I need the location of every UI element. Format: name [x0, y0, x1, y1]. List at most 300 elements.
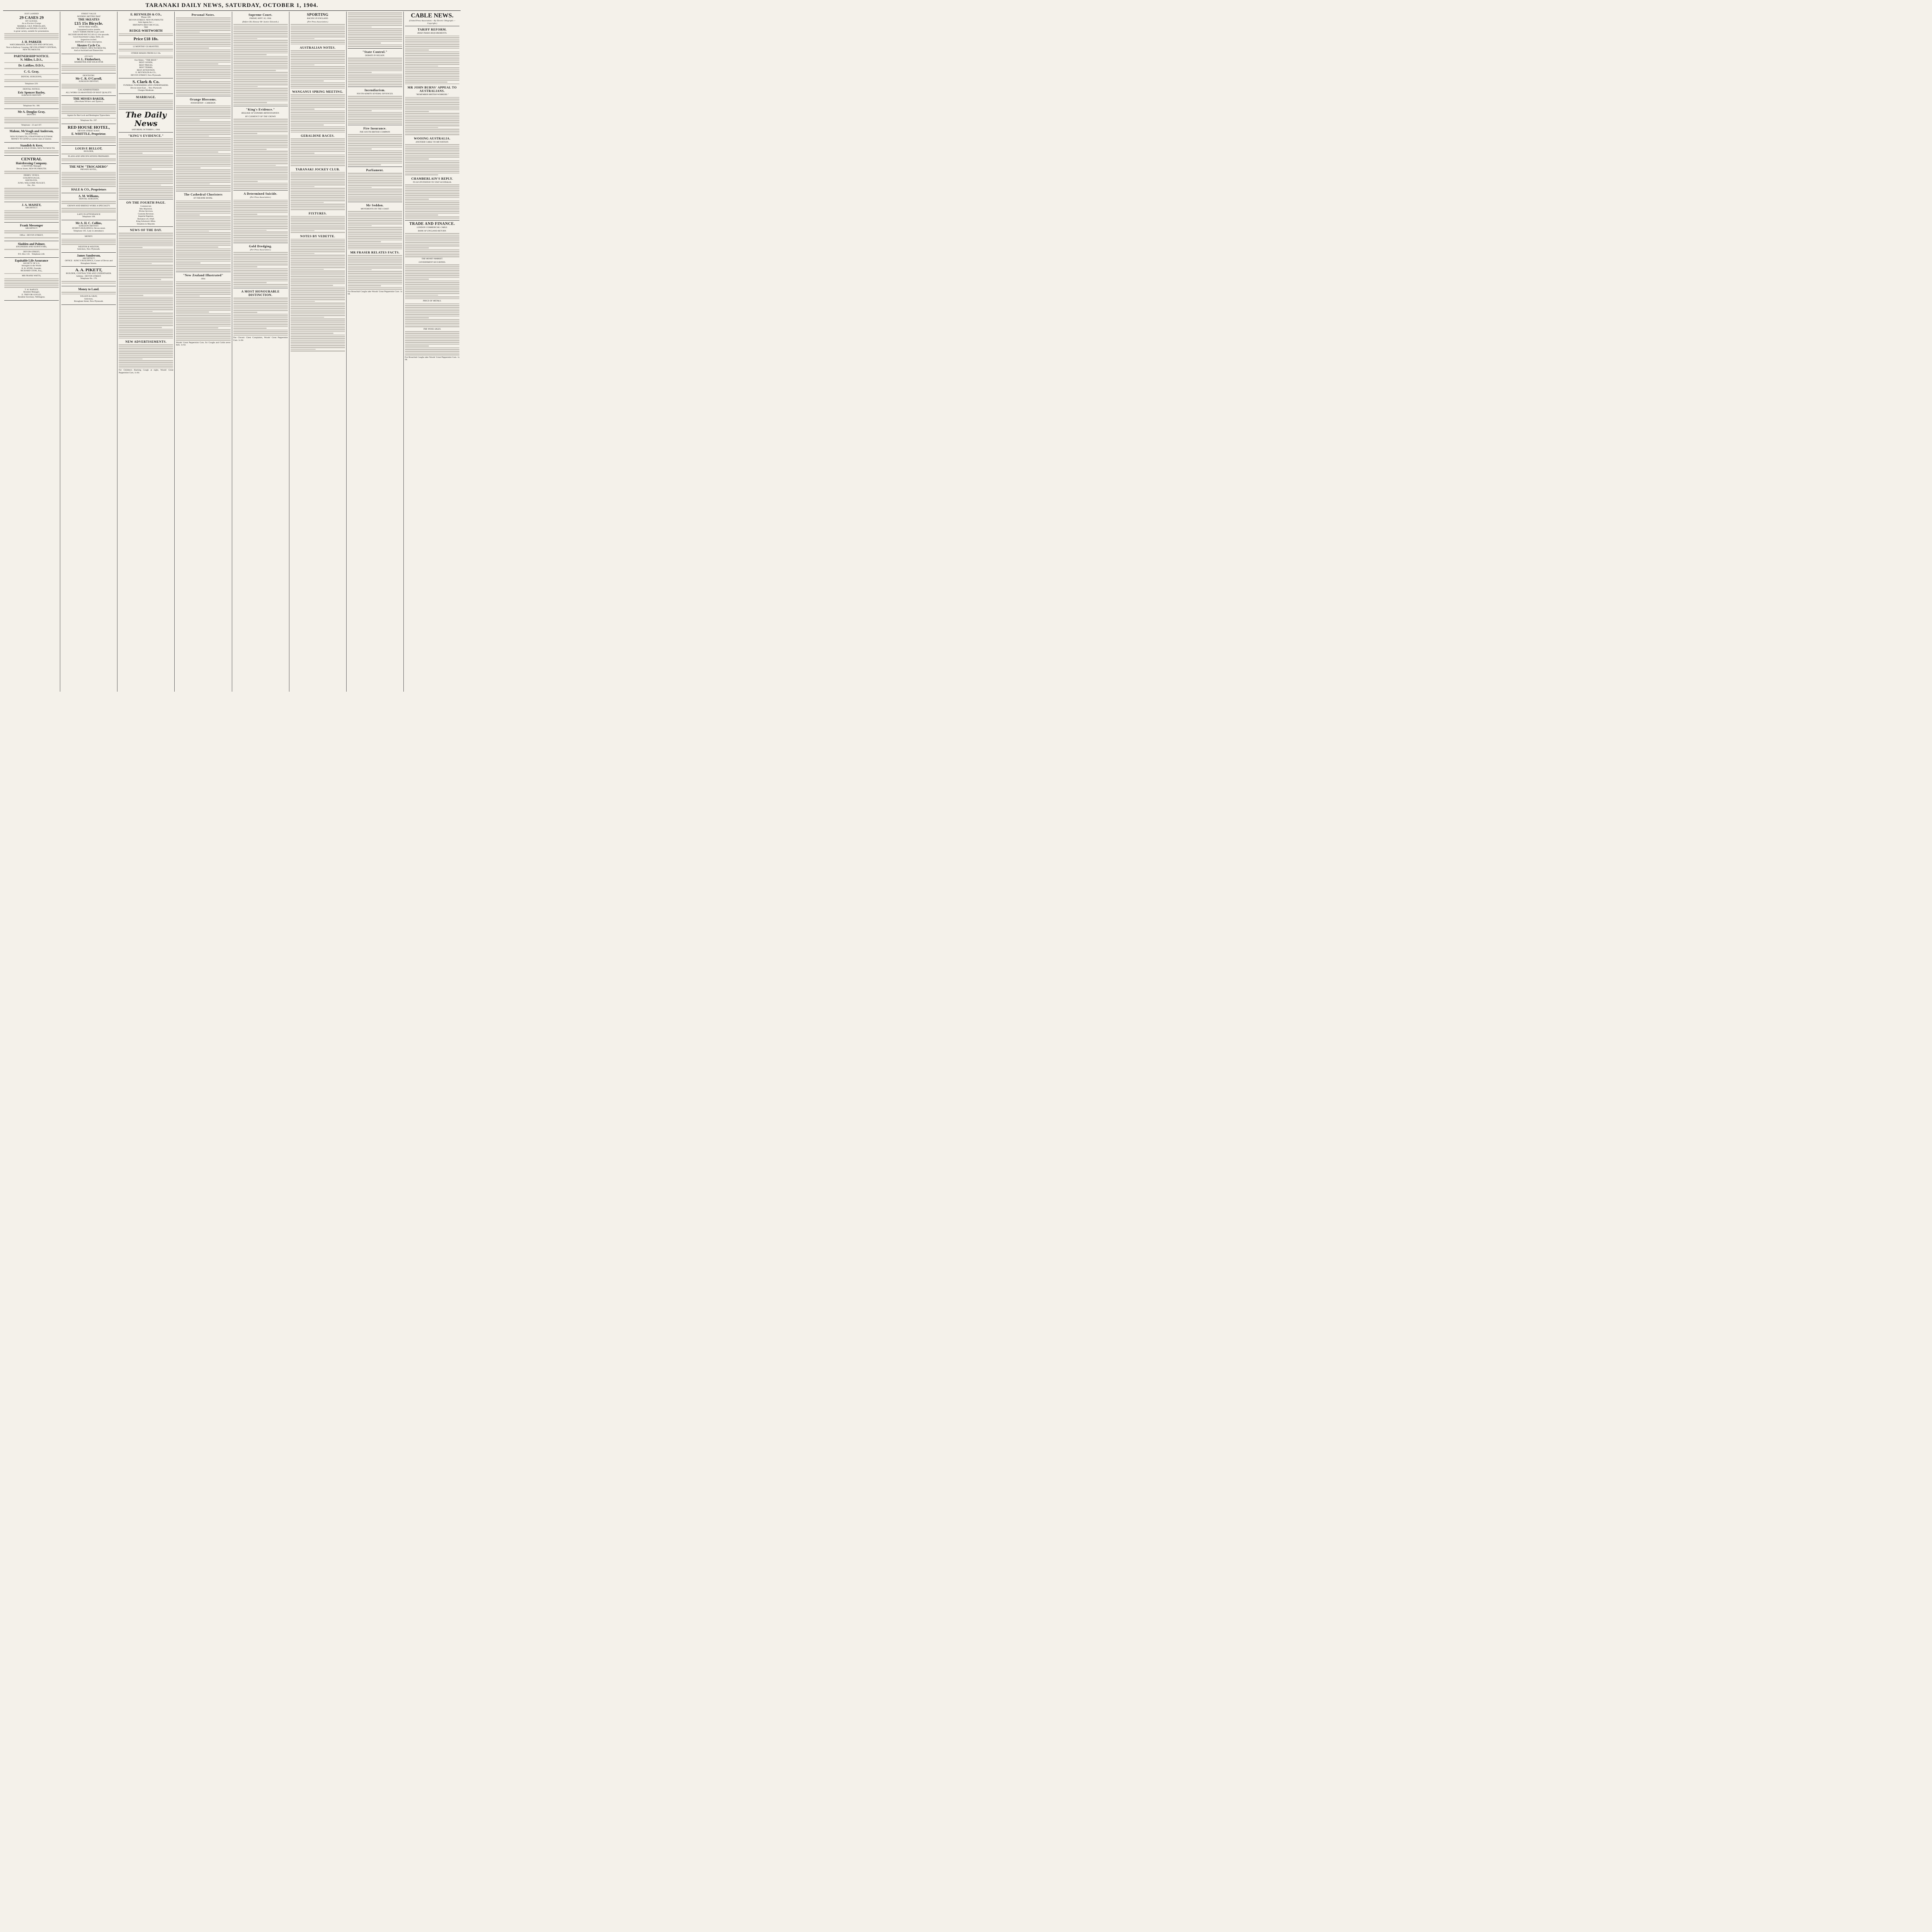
text-line — [176, 176, 230, 177]
text-line — [405, 97, 459, 98]
text-line — [405, 310, 459, 311]
text-line — [405, 44, 459, 45]
text-line — [233, 223, 288, 224]
text-line — [233, 49, 288, 50]
article-body — [291, 138, 345, 166]
text-line — [233, 40, 288, 41]
text-line — [291, 153, 315, 154]
text-line — [233, 153, 288, 154]
text-line — [233, 233, 288, 235]
text-line — [233, 104, 288, 105]
text-line — [176, 74, 230, 75]
text-line — [348, 184, 402, 185]
section-heading: Personal Notes. — [191, 13, 215, 17]
text-line — [233, 218, 288, 219]
text-line — [233, 256, 288, 257]
text-line — [348, 190, 402, 192]
text-line — [176, 56, 230, 58]
section-heading: "King's Evidence." — [246, 108, 275, 112]
ad-sub: SOLICITORS, — [25, 133, 38, 136]
text-line — [233, 237, 288, 238]
text-line — [291, 123, 345, 124]
text-line — [233, 100, 288, 102]
text-line — [291, 226, 345, 228]
text-line — [176, 54, 230, 56]
text-line — [233, 326, 288, 327]
ad-heading: PARTNERSHIP NOTICE. — [14, 54, 49, 58]
text-line — [405, 173, 459, 174]
text-line — [348, 105, 402, 106]
text-line — [405, 131, 459, 132]
text-line — [291, 258, 345, 259]
text-line — [348, 232, 402, 233]
text-line — [348, 161, 402, 162]
article-body — [176, 105, 230, 190]
text-line — [348, 287, 402, 288]
text-line — [291, 193, 345, 194]
text-line — [405, 340, 459, 341]
text-line — [291, 160, 345, 161]
text-line — [233, 228, 288, 229]
text-line — [348, 41, 402, 42]
ad-line: REPAIRS of every description. — [75, 41, 102, 43]
text-line — [291, 75, 345, 76]
ad-line: in great variety, suitable for presentation. — [14, 30, 49, 32]
text-line — [233, 102, 267, 103]
text-line — [348, 112, 402, 113]
text-line — [348, 255, 402, 256]
article-body — [233, 24, 288, 105]
ad-line: H. B. HYDE, Founder, — [21, 267, 42, 270]
column-5 — [232, 12, 289, 692]
text-line — [233, 315, 288, 316]
ad-line: WILSON & GRAY, — [80, 295, 98, 298]
text-line — [119, 351, 173, 352]
text-line — [176, 114, 230, 116]
ad-phone: Telephone : 23 and 107. — [21, 124, 42, 126]
ad-line: Guaranteed twelve months. — [77, 28, 101, 31]
ocarroll-ad — [61, 73, 116, 96]
text-line — [291, 116, 345, 117]
article-body — [405, 233, 459, 257]
text-line — [176, 236, 230, 237]
text-line — [233, 97, 288, 98]
text-line — [233, 321, 288, 322]
text-line — [348, 103, 402, 104]
text-line — [233, 136, 288, 138]
text-line — [405, 305, 459, 306]
ad-name: E. REYNOLDS & CO., — [130, 13, 162, 16]
text-line — [176, 180, 230, 181]
text-line — [176, 288, 230, 289]
text-line — [176, 311, 209, 313]
text-line — [233, 310, 288, 311]
text-line — [119, 302, 173, 303]
text-line — [119, 367, 173, 369]
text-line — [119, 188, 173, 189]
ad-phone: Telephone 240. — [31, 253, 45, 256]
text-line — [291, 38, 315, 39]
text-line — [291, 68, 345, 69]
text-line — [176, 268, 230, 269]
article-body — [348, 12, 402, 47]
text-line — [291, 246, 345, 247]
text-line — [291, 207, 345, 209]
text-line — [405, 272, 459, 273]
text-line — [405, 211, 459, 212]
text-line — [176, 39, 230, 40]
text-line — [348, 243, 402, 244]
text-line — [291, 303, 345, 304]
text-line — [405, 51, 459, 53]
equitable-ad — [4, 258, 59, 301]
text-line — [233, 77, 288, 78]
text-line — [348, 213, 402, 214]
text-line — [405, 43, 459, 44]
article-body — [291, 216, 345, 233]
section-heading: FIXTURES. — [308, 211, 327, 215]
text-line — [233, 264, 288, 265]
text-line — [291, 29, 345, 31]
text-line — [291, 265, 345, 267]
text-line — [405, 116, 459, 117]
text-line — [176, 65, 230, 66]
ad-address: DEVON STREET, NEW PLYMOUTH, — [71, 47, 106, 49]
text-line — [291, 52, 345, 53]
text-line — [291, 297, 345, 298]
ad-product: RUDGE-WHITWORTH — [129, 29, 163, 32]
ad-line: Solicitors, — [84, 298, 94, 300]
text-line — [405, 256, 459, 257]
text-line — [176, 247, 218, 248]
text-line — [233, 42, 288, 43]
ad-name: J. H. PARKER — [21, 40, 42, 44]
text-line — [233, 68, 288, 70]
footer-note: For Bronchial Coughs take Woods' Great Peppermint Cure. 1s 6d. — [405, 356, 459, 361]
text-line — [291, 331, 345, 332]
text-line — [176, 304, 230, 306]
ad-price: Price £18 18s. — [133, 36, 159, 41]
text-line — [405, 251, 459, 252]
text-line — [176, 153, 230, 155]
text-line — [119, 277, 173, 278]
text-line — [176, 248, 230, 250]
text-line — [405, 146, 459, 147]
text-line — [291, 144, 345, 145]
ad-line: Charges Moderate. — [138, 89, 155, 92]
text-line — [348, 163, 402, 164]
text-line — [291, 301, 315, 302]
text-line — [176, 292, 230, 293]
text-line — [348, 257, 402, 258]
text-line — [348, 285, 381, 286]
text-line — [405, 303, 459, 304]
text-line — [348, 136, 402, 137]
ad-phone: Telephone No. 176. — [80, 277, 97, 280]
ad-sub: PRIVATE HOTEL, — [80, 168, 97, 171]
text-line — [405, 321, 459, 322]
ad-sub: ENGINEERS AND SURVEYORS, — [16, 245, 47, 248]
text-line — [291, 288, 345, 289]
text-line — [119, 240, 173, 241]
text-line — [405, 118, 459, 119]
text-line — [233, 312, 257, 313]
ad-line: SECOND HAND BICYCLES £2 10s upwards. — [68, 33, 109, 36]
text-line — [291, 61, 345, 62]
article-body — [176, 281, 230, 341]
text-line — [176, 189, 230, 190]
text-line — [291, 156, 345, 157]
text-line — [233, 221, 288, 222]
text-line — [291, 65, 315, 66]
text-line — [291, 98, 345, 99]
text-line — [291, 320, 345, 321]
text-line — [405, 296, 459, 298]
text-line — [233, 124, 288, 125]
ad-sub: BUILDER, — [83, 150, 94, 153]
text-line — [291, 270, 345, 272]
text-line — [405, 193, 459, 194]
text-line — [176, 201, 230, 202]
text-line — [291, 149, 345, 150]
text-line — [291, 204, 345, 205]
text-line — [348, 211, 402, 212]
text-line — [176, 51, 230, 52]
text-line — [348, 182, 402, 183]
text-line — [405, 174, 438, 175]
text-line — [291, 304, 345, 306]
text-line — [233, 174, 288, 175]
text-line — [119, 172, 173, 173]
section-subheading: ANOTHER CABLE TO MR WATSON. — [415, 141, 449, 143]
text-line — [119, 158, 173, 159]
text-line — [348, 109, 402, 110]
text-line — [291, 329, 345, 330]
text-line — [291, 313, 345, 315]
text-line — [405, 216, 459, 218]
text-line — [233, 284, 288, 285]
text-line — [176, 145, 230, 146]
text-line — [291, 175, 345, 177]
text-line — [348, 66, 402, 68]
text-line — [233, 162, 288, 163]
text-line — [119, 315, 173, 316]
ad-name: W. L. Fitzherbert, — [77, 58, 101, 61]
text-line — [348, 83, 402, 84]
text-line — [291, 244, 345, 245]
text-line — [291, 191, 345, 192]
text-line — [176, 294, 230, 295]
text-line — [405, 109, 459, 111]
text-line — [119, 233, 173, 234]
list-item: Divine Services. — [139, 210, 153, 213]
text-line — [348, 44, 402, 46]
text-line — [291, 283, 345, 284]
text-line — [291, 35, 345, 36]
text-line — [348, 114, 402, 115]
list-item: King Solomon's Mine. — [136, 220, 156, 223]
text-line — [348, 220, 402, 221]
text-line — [405, 233, 459, 234]
text-line — [291, 147, 345, 148]
text-line — [405, 188, 459, 189]
text-line — [291, 218, 345, 219]
text-line — [233, 147, 288, 148]
ad-sub: ARCHITECT. — [82, 257, 95, 260]
text-line — [405, 287, 459, 289]
text-line — [176, 310, 230, 311]
section-subheading: IRISH TRADE REQUIREMENTS. — [417, 32, 447, 34]
text-line — [176, 130, 230, 131]
section-subheading: RACING IN ENGLAND. — [307, 17, 328, 20]
text-line — [348, 157, 402, 158]
bayley-ad — [4, 87, 59, 109]
ad-line: BRITAIN'S BEST BICYCLE, — [133, 24, 159, 26]
text-line — [291, 184, 345, 185]
text-line — [291, 255, 345, 256]
text-line — [119, 366, 173, 367]
text-line — [233, 172, 288, 173]
text-line — [348, 68, 402, 70]
text-line — [291, 31, 345, 32]
text-line — [176, 151, 218, 153]
section-heading: The Cathedral Choristers — [184, 193, 223, 197]
text-line — [176, 338, 230, 339]
text-line — [233, 335, 288, 336]
text-line — [176, 253, 230, 255]
article-body — [176, 17, 230, 95]
section-heading: Mr Seddon. — [366, 203, 384, 207]
text-line — [348, 154, 402, 155]
text-line — [348, 37, 402, 38]
text-line — [233, 188, 288, 189]
text-line — [405, 104, 459, 105]
text-line — [348, 159, 402, 160]
text-line — [176, 257, 230, 259]
text-line — [176, 262, 201, 264]
text-line — [176, 185, 230, 186]
text-line — [291, 124, 324, 126]
text-line — [348, 134, 402, 135]
text-line — [405, 214, 438, 216]
text-line — [405, 66, 438, 67]
text-line — [119, 192, 173, 193]
text-line — [119, 330, 173, 332]
text-line — [176, 327, 218, 328]
text-line — [348, 32, 402, 33]
text-line — [348, 284, 402, 285]
text-line — [176, 270, 230, 271]
malone-ad — [4, 128, 59, 143]
ad-name: Equitable Life Assurance — [15, 259, 48, 262]
text-line — [405, 249, 459, 250]
text-line — [405, 80, 459, 81]
text-line — [233, 129, 288, 131]
text-line — [405, 106, 459, 107]
text-line — [291, 209, 345, 210]
text-line — [176, 21, 230, 22]
ad-name: CENTRAL — [21, 157, 42, 162]
text-line — [176, 41, 230, 42]
text-line — [176, 123, 230, 124]
text-line — [119, 289, 173, 291]
ad-name: Malone, McVeagh and Anderson, — [9, 129, 54, 133]
text-line — [405, 244, 459, 245]
article-body — [405, 36, 459, 85]
section-heading: "New Zealand Illustrated" — [183, 274, 224, 277]
ad-address: Devon-street East ... New Plymouth — [130, 87, 162, 89]
ad-address: DEVON-STREET, — [23, 250, 40, 253]
text-line — [233, 230, 267, 231]
text-line — [405, 279, 429, 280]
text-line — [405, 254, 459, 255]
text-line — [405, 207, 459, 209]
section-subheading: "REMEMBER BRITISH WORKERS." — [416, 94, 449, 96]
text-line — [405, 286, 459, 287]
text-line — [405, 124, 459, 125]
reynolds-ad — [119, 12, 173, 78]
text-line — [405, 319, 459, 320]
text-line — [233, 298, 288, 299]
text-line — [291, 138, 345, 139]
ad-sub: BUILDER, CONTRACTOR AND UNDERTAKER. — [66, 272, 112, 275]
text-line — [119, 327, 162, 328]
text-line — [176, 111, 230, 112]
text-line — [348, 121, 402, 122]
text-line — [119, 183, 173, 184]
standish-ad — [4, 143, 59, 156]
text-line — [405, 282, 459, 283]
text-line — [405, 270, 459, 271]
ad-name: LOUIS F. BULLOT, — [75, 146, 102, 150]
text-line — [119, 265, 173, 266]
text-line — [233, 79, 288, 80]
ad-name: Mr C. R. O'Carroll, — [75, 77, 102, 81]
text-line — [291, 155, 345, 156]
text-line — [405, 275, 459, 276]
text-line — [348, 148, 372, 150]
text-line — [291, 317, 324, 318]
text-line — [233, 145, 288, 146]
text-line — [176, 218, 230, 219]
text-line — [176, 173, 230, 174]
ad-line: PLANS AND SPECIFICATIONS PREPARED. — [68, 155, 110, 158]
text-line — [348, 74, 402, 75]
text-line — [405, 37, 459, 38]
text-line — [291, 221, 345, 223]
text-line — [291, 112, 345, 113]
text-line — [119, 320, 173, 321]
text-line — [233, 177, 288, 179]
text-line — [176, 318, 230, 320]
text-line — [405, 184, 459, 185]
text-line — [405, 337, 459, 338]
ad-sub: DENTAL SURGEON, — [79, 197, 99, 200]
text-line — [119, 263, 152, 264]
text-line — [405, 335, 459, 336]
text-line — [348, 185, 402, 186]
newspaper-page — [3, 2, 461, 692]
text-line — [119, 149, 173, 150]
text-line — [176, 37, 230, 38]
text-line — [176, 283, 230, 284]
text-line — [348, 176, 402, 177]
text-line — [233, 314, 288, 315]
text-line — [119, 318, 173, 319]
text-line — [291, 326, 345, 327]
text-line — [405, 53, 459, 54]
text-line — [176, 92, 230, 93]
